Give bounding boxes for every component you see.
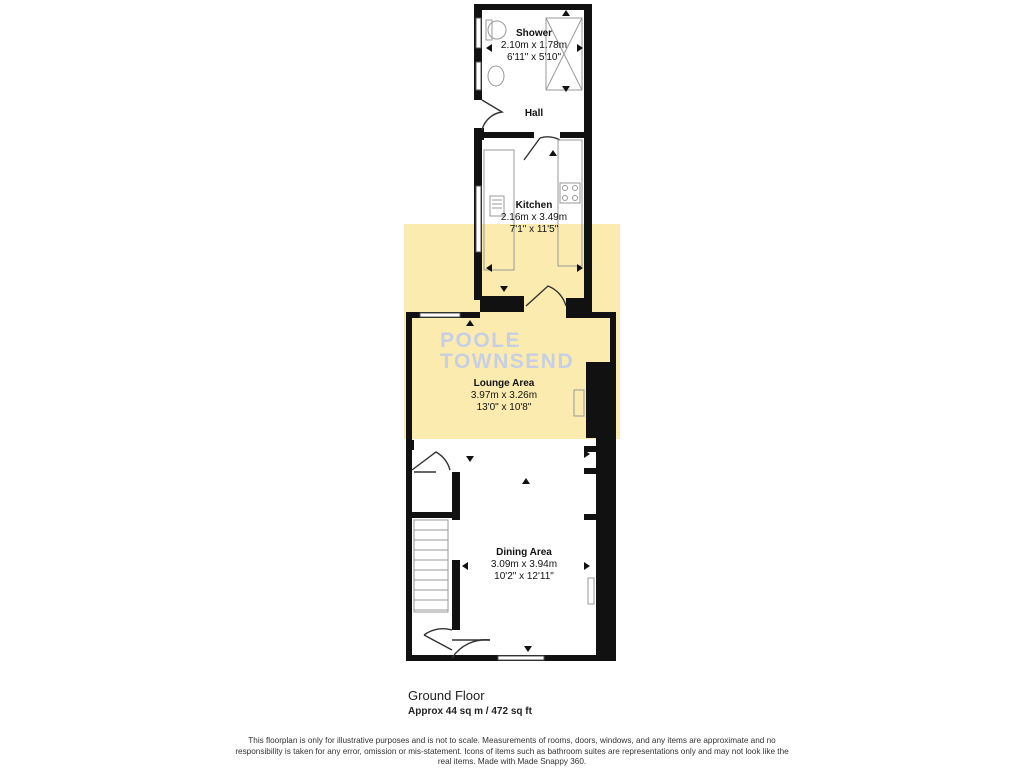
room-size-imperial: 7'1" x 11'5" (509, 224, 559, 235)
room-name: Shower (515, 28, 553, 39)
floor-area: Approx 44 sq m / 472 sq ft (408, 706, 532, 717)
room-label-lounge (454, 378, 554, 414)
floor-name: Ground Floor (408, 688, 485, 703)
room-label-kitchen (494, 200, 574, 236)
room-label-hall (514, 108, 554, 120)
disclaimer-text: This floorplan is only for illustrative purposes and is not to scale. Measurements of rooms, doors, windows, and any items are approximate and no responsibility is taken for any error, omission or mis-statement. Icons of items such as bathroom suites are representations only and may not look like the real items. Made with Made Snappy 360. (235, 736, 789, 766)
room-label-dining (474, 547, 574, 583)
room-size-metric: 3.09m x 3.94m (490, 559, 558, 570)
room-size-imperial: 13'0" x 10'8" (476, 402, 532, 413)
room-size-metric: 3.97m x 3.26m (470, 390, 538, 401)
room-name: Kitchen (515, 200, 553, 211)
watermark-logo (440, 330, 600, 372)
room-size-metric: 2.10m x 1.78m (500, 40, 568, 51)
room-label-shower (494, 28, 574, 64)
room-size-imperial: 10'2" x 12'11" (494, 571, 554, 582)
room-name: Dining Area (496, 547, 552, 558)
room-size-metric: 2.16m x 3.49m (500, 212, 568, 223)
watermark-line1: POOLE (440, 329, 522, 352)
watermark-line2: TOWNSEND (440, 350, 575, 373)
room-name: Hall (524, 108, 544, 119)
room-name: Lounge Area (473, 378, 535, 389)
room-size-imperial: 6'11" x 5'10" (506, 52, 562, 63)
